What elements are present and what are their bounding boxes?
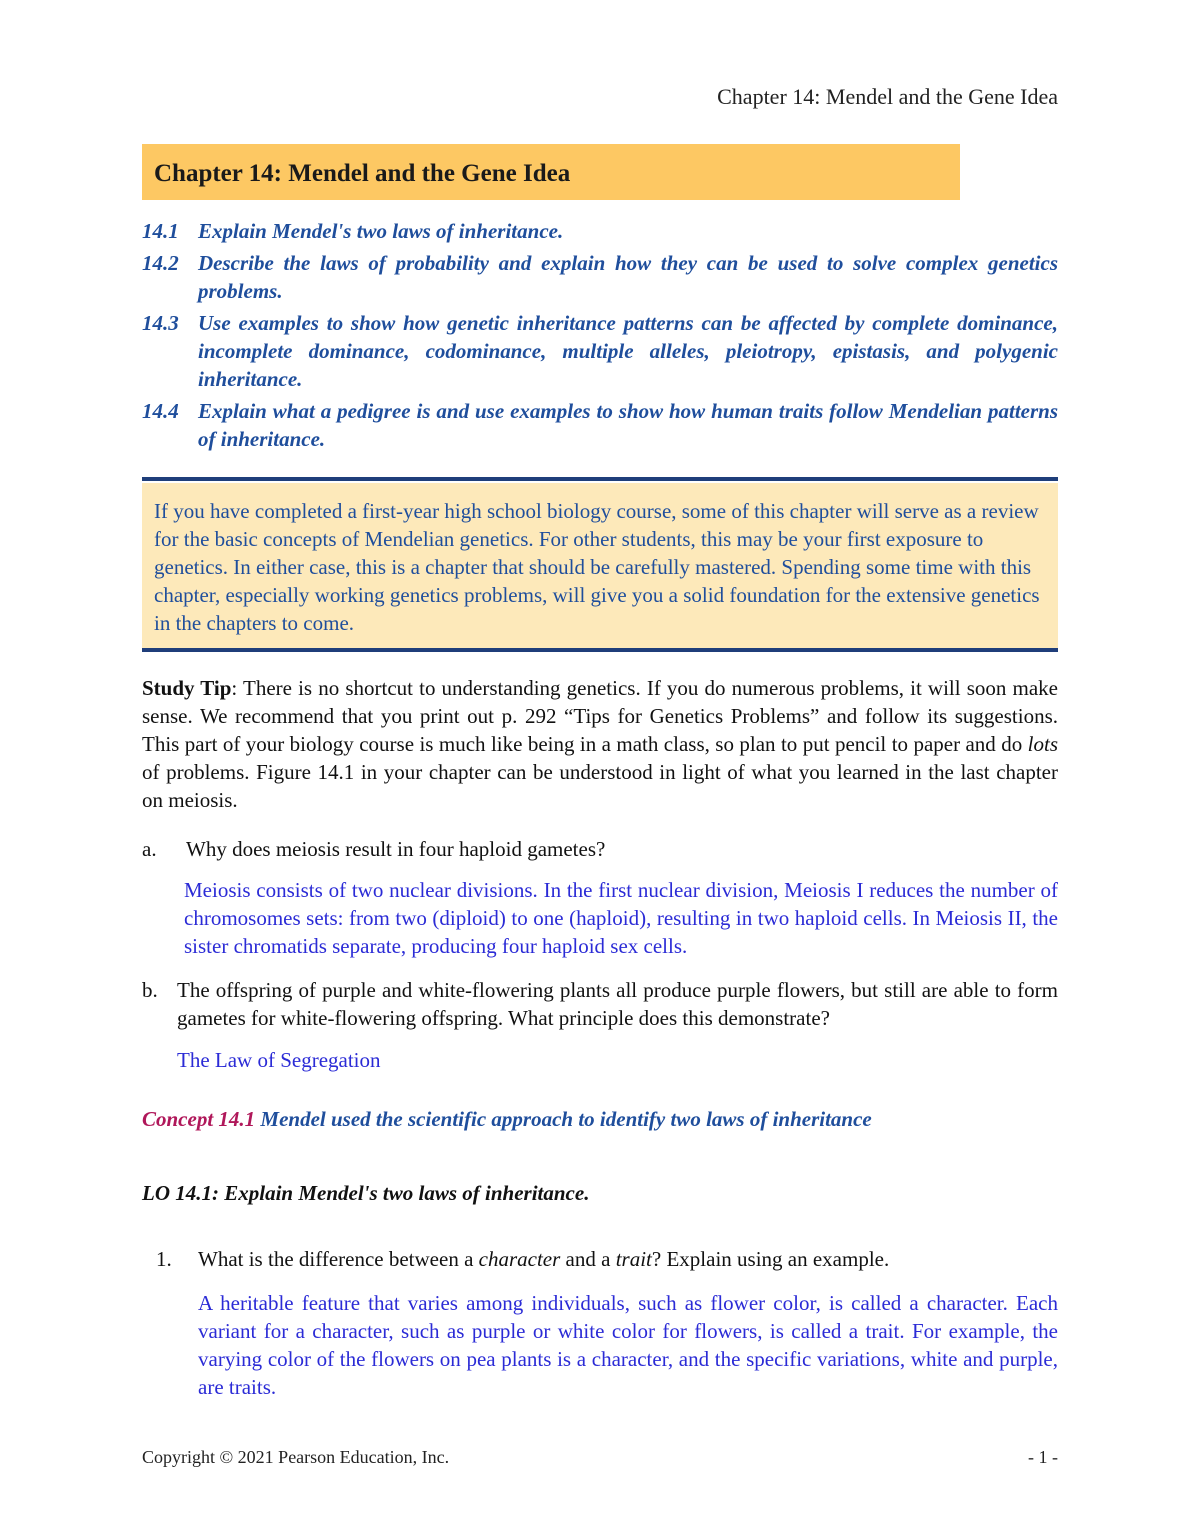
study-tip-label: Study Tip [142, 676, 232, 700]
running-header: Chapter 14: Mendel and the Gene Idea [717, 84, 1058, 109]
question-1 [142, 1245, 1058, 1273]
question-text-part: ? Explain using an example. [651, 1247, 890, 1271]
concept-number: Concept 14.1 [142, 1107, 256, 1131]
study-tip-text-end: of problems. Figure 14.1 in your chapter can be understood in light of what you learned in the last chapter on meiosis. [142, 760, 1058, 812]
question-label: b. [142, 978, 158, 1002]
question-text-part: and a [560, 1247, 616, 1271]
question-text: Why does meiosis result in four haploid gametes? [186, 837, 606, 861]
objective-number: 14.1 [142, 219, 179, 243]
question-label: 1. [156, 1247, 172, 1271]
study-tip-text: : There is no shortcut to understanding genetics. If you do numerous problems, it will soon make sense. We recommend that you print out p. 292 “Tips for Genetics Problems” and follow its suggestions. This part of your biology course is much like being in a math class, so plan to put pencil to paper and do [142, 676, 1058, 756]
footer-page-number: - 1 - [1028, 1447, 1058, 1467]
objective-item [142, 397, 1058, 453]
chapter-title: Chapter 14: Mendel and the Gene Idea [154, 160, 571, 187]
question-text: The offspring of purple and white-flowering plants all produce purple flowers, but still are able to form gametes for white-flowering offspring. What principle does this demonstrate? [177, 978, 1058, 1030]
study-tip [142, 674, 1058, 814]
learning-objectives [142, 217, 1058, 457]
emphasis-character: character [478, 1247, 561, 1271]
question-label: a. [142, 837, 157, 861]
answer-1: A heritable feature that varies among individuals, such as flower color, is called a character. Each variant for a character, such as purple or white color for flowers, is called a trait. For example, the varying color of the flowers on pea plants is a character, and the specific variations, white and purple, are traits. [198, 1291, 1058, 1399]
intro-callout: If you have completed a first-year high school biology course, some of this chapter will serve as a review for the basic concepts of Mendelian genetics. For other students, this may be your first exposure to genetics. In either case, this is a chapter that should be carefully mastered. Spending some time with this chapter, especially working genetics problems, will give you a solid foundation for the extensive genetics in the chapters to come. [142, 483, 1058, 648]
callout-top-rule [142, 477, 1058, 481]
lo-heading: LO 14.1: Explain Mendel's two laws of inheritance. [142, 1181, 590, 1205]
chapter-banner [142, 144, 960, 200]
question-a [142, 835, 1058, 863]
objective-text: Describe the laws of probability and explain how they can be used to solve complex genetics problems. [198, 251, 1058, 303]
question-text [198, 1245, 1058, 1273]
objective-item [142, 217, 1058, 245]
objective-number: 14.2 [142, 251, 179, 275]
question-text-part: What is the difference between a [198, 1247, 479, 1271]
concept-heading [142, 1107, 1058, 1132]
emphasis-trait: trait [615, 1247, 652, 1271]
concept-text: Mendel used the scientific approach to identify two laws of inheritance [255, 1107, 872, 1131]
footer-copyright: Copyright © 2021 Pearson Education, Inc. [142, 1447, 450, 1467]
objective-item [142, 249, 1058, 305]
objective-text: Explain Mendel's two laws of inheritance. [198, 219, 564, 243]
objective-number: 14.4 [142, 399, 179, 423]
answer-b: The Law of Segregation [177, 1048, 381, 1072]
answer-a: Meiosis consists of two nuclear divisions. In the first nuclear division, Meiosis I reduces the number of chromosomes sets: from two (diploid) to one (haploid), resulting in two haploid cells. In Meiosis II, the sister chromatids separate, producing four haploid sex cells. [184, 878, 1058, 958]
objective-item [142, 309, 1058, 393]
question-b [142, 976, 1058, 1032]
objective-number: 14.3 [142, 311, 179, 335]
study-tip-emphasis: lots [1027, 732, 1058, 756]
objective-text: Use examples to show how genetic inheritance patterns can be affected by complete dominance, incomplete dominance, codominance, multiple alleles, pleiotropy, epistasis, and polygenic inheritance. [198, 311, 1058, 391]
callout-bottom-rule [142, 648, 1058, 652]
objective-text: Explain what a pedigree is and use examples to show how human traits follow Mendelian patterns of inheritance. [198, 399, 1058, 451]
